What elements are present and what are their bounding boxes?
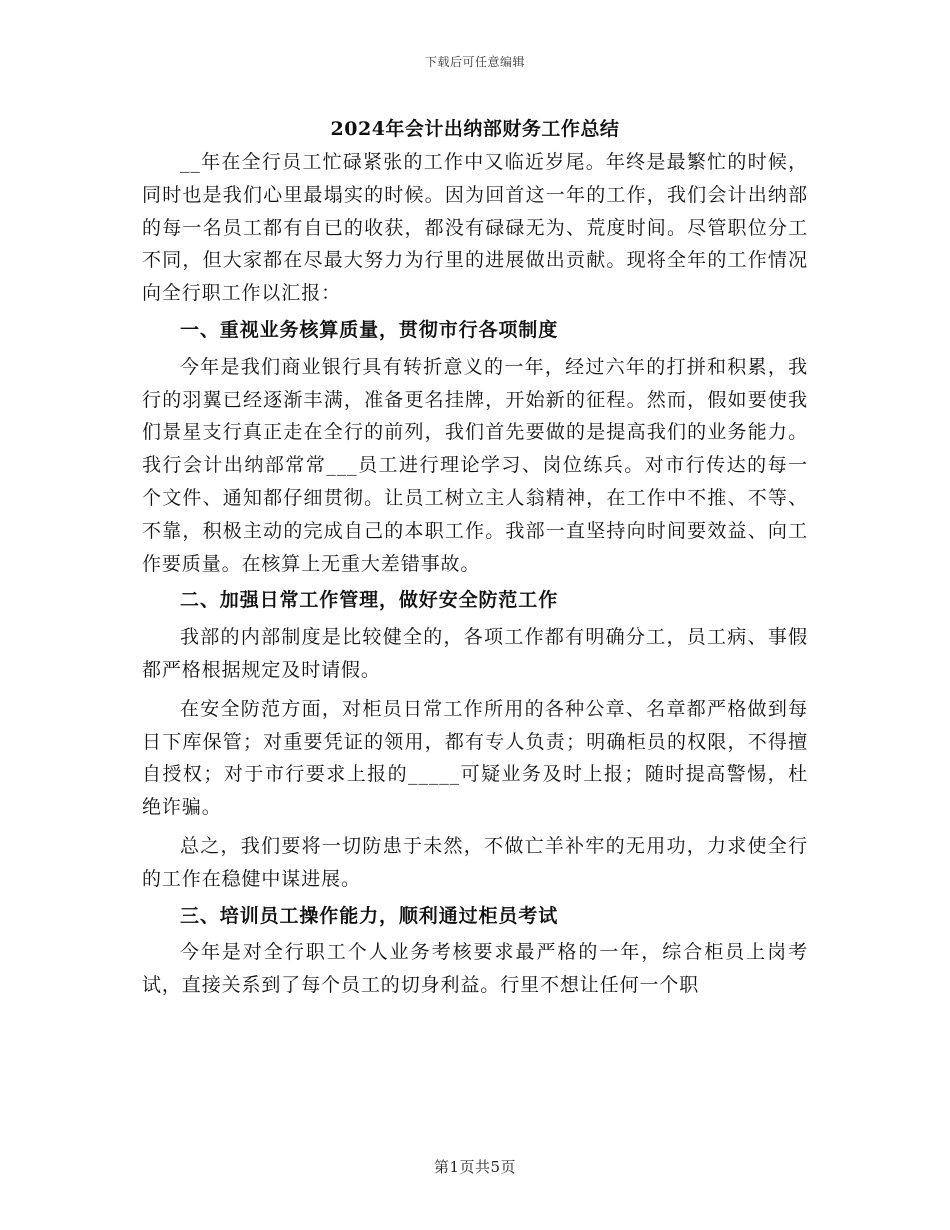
section-1 xyxy=(142,310,808,580)
header-note: 下载后可任意编辑 xyxy=(424,55,525,69)
section-heading: 三、培训员工操作能力，顺利通过柜员考试 xyxy=(180,904,559,927)
section-paragraph: 在安全防范方面，对柜员日常工作所用的各种公章、名章都严格做到每日下库保管；对重要凭证的领用，都有专人负责；明确柜员的权限，不得擅自授权；对于市行要求上报的_____可疑业务及时上报；随时提高警惕，杜绝诈骗。 xyxy=(142,697,808,819)
document-title: 2024年会计出纳部财务工作总结 xyxy=(330,118,620,140)
section-heading: 二、加强日常工作管理，做好安全防范工作 xyxy=(180,589,559,612)
section-paragraph: 我部的内部制度是比较健全的，各项工作都有明确分工，员工病、事假都严格根据规定及时请假。 xyxy=(142,626,808,681)
page-number-footer: 第1页共5页 xyxy=(433,1158,517,1176)
section-2 xyxy=(142,580,808,895)
section-heading: 一、重视业务核算质量，贯彻市行各项制度 xyxy=(180,318,559,341)
section-3 xyxy=(142,896,808,1002)
section-paragraph: 今年是我们商业银行具有转折意义的一年，经过六年的打拼和积累，我行的羽翼已经逐渐丰满，准备更名挂牌，开始新的征程。然而，假如要使我们景星支行真正走在全行的前列，我们首先要做的是提高我们的业务能力。我行会计出纳部常常___员工进行理论学习、岗位练兵。对市行传达的每一个文件、通知都仔细贯彻。让员工树立主人翁精神，在工作中不推、不等、不靠，积极主动的完成自己的本职工作。我部一直坚持向时间要效益、向工作要质量。在核算上无重大差错事故。 xyxy=(142,355,808,575)
intro-paragraph: __年在全行员工忙碌紧张的工作中又临近岁尾。年终是最繁忙的时候，同时也是我们心里最塌实的时候。因为回首这一年的工作，我们会计出纳部的每一名员工都有自已的收获，都没有碌碌无为、荒度时间。尽管职位分工不同，但大家都在尽最大努力为行里的进展做出贡献。现将全年的工作情况向全行职工作以汇报： xyxy=(142,151,808,305)
section-paragraph: 今年是对全行职工个人业务考核要求最严格的一年，综合柜员上岗考试，直接关系到了每个员工的切身利益。行里不想让任何一个职 xyxy=(142,941,808,997)
document-body xyxy=(142,112,808,1002)
section-paragraph: 总之，我们要将一切防患于未然，不做亡羊补牢的无用功，力求使全行的工作在稳健中谋进展。 xyxy=(142,834,808,890)
